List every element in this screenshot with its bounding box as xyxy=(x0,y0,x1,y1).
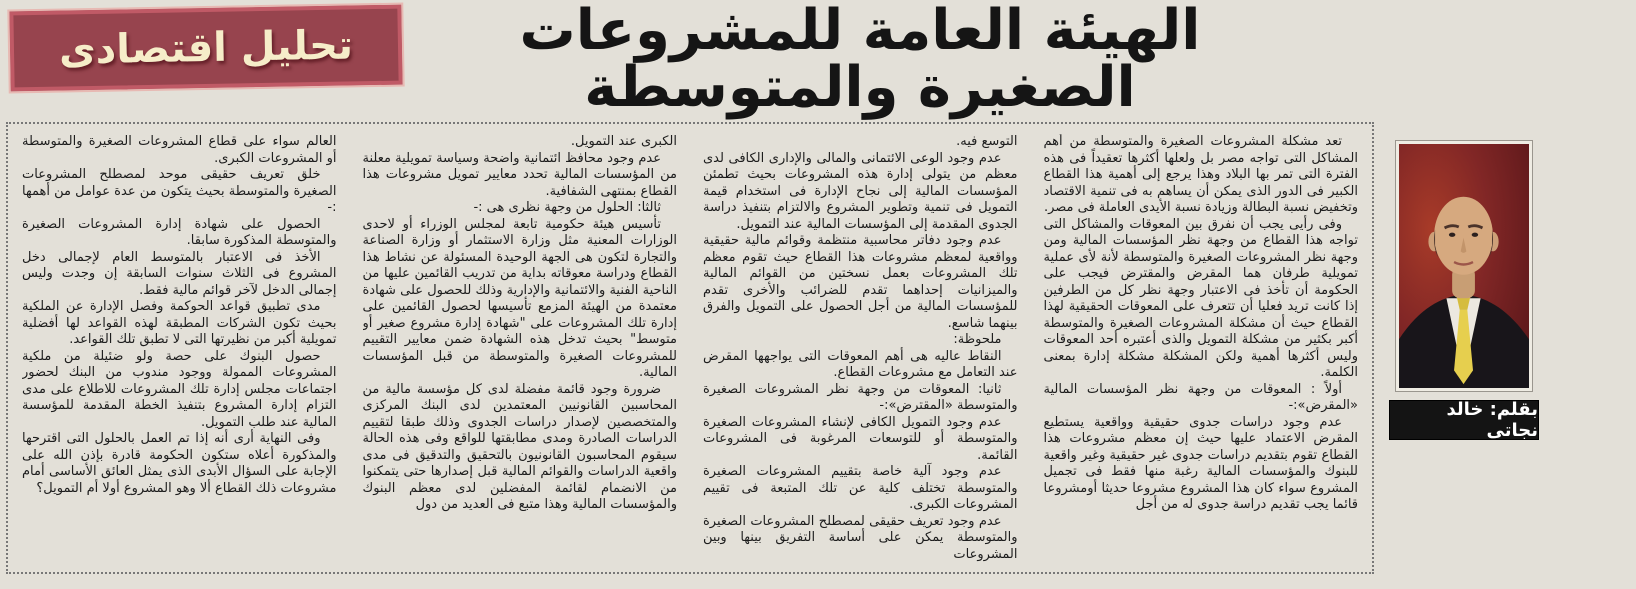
byline-label: بقلم: خالد نجاتى xyxy=(1446,399,1538,441)
article-paragraph: عدم وجود التمويل الكافى لإنشاء المشروعات الصغيرة والمتوسطة أو للتوسعات المرغوبة فى المشروعات القائمة. xyxy=(703,414,1018,463)
author-photo-graphic xyxy=(1399,144,1529,388)
article-headline: الهيئة العامة للمشروعات الصغيرة والمتوسطة xyxy=(519,0,1201,120)
section-banner-label: تحليل اقتصادى xyxy=(58,22,354,74)
article-paragraph: تأسيس هيئة حكومية تابعة لمجلس الوزراء أو لاحدى الوزارات المعنية مثل وزارة الاستثمار أو وزارة الصناعة والتجارة لتكون هى الجهة الوحيدة المسئولة عن نشاط هذا القطاع ودراسة معوقاته بداية من تدريب القائمين عليها من الناحية الفنية والائتمانية والإدارية وذلك للحصول على شهادة معتمدة من الهيئة المزمع تأسيسها لحصول القائمين على إدارة تلك المشروعات على "شهادة إدارة مشروع صغير أو متوسط" بحيث تدخل هذه الشهادة ضمن معايير التقييم للمشروعات الصغيرة والمتوسطة من قبل المؤسسات المالية. xyxy=(362,216,677,380)
article-paragraph: النقاط عاليه هى أهم المعوقات التى يواجهها المقرض عند التعامل مع مشروعات القطاع. xyxy=(703,348,1018,380)
article-column-2 xyxy=(703,134,1018,564)
article-paragraph: حصول البنوك على حصة ولو ضئيلة من ملكية المشروعات الممولة ووجود مندوب من البنك لحضور اجتماعات مجلس إدارة تلك المشروعات للاطلاع على مدى التزام إدارة المشروع بتنفيذ الخطة المقدمة للمؤسسة المالية عند طلب التمويل. xyxy=(22,348,337,430)
article-paragraph: الأخذ فى الاعتبار بالمتوسط العام لإجمالى دخل المشروع فى الثلاث سنوات السابقة إن وجدت وليس إجمالى الدخل لآخر قوائم مالية فقط. xyxy=(22,249,337,298)
author-photo xyxy=(1395,140,1533,392)
article-paragraph: عدم وجود الوعى الائتمانى والمالى والإدارى الكافى لدى معظم من يتولى إدارة هذه المشروعات بحيث تطمئن المؤسسات المالية إلى نجاح الإدارة فى استخدام قيمة التمويل فى تنمية وتطوير المشروع والالتزام بتنفيذ دراسة الجدوى المقدمة إلى المؤسسات المالية عند التمويل. xyxy=(703,150,1018,232)
article-paragraph: تعد مشكلة المشروعات الصغيرة والمتوسطة من أهم المشاكل التى تواجه مصر بل ولعلها أكثرها تعقيداً فى هذه الفترة التى تمر بها البلاد وهذا يرجع إلى أهمية هذا القطاع الكبير فى الدور الذى يمكن أن يساهم به فى تنمية الاقتصاد وتخفيض نسبة البطالة وزيادة نسبة الأيدى العاملة فى مصر. xyxy=(1043,134,1358,215)
article-paragraph: وفى النهاية أرى أنه إذا تم العمل بالحلول التى اقترحها والمذكورة أعلاه ستكون الحكومة قادرة بإذن الله على الإجابة على السؤال الأبدى الذى يمثل العائق الأساسى أمام مشروعات ذلك القطاع ألا وهو المشروع أولا أم التمويل؟ xyxy=(22,431,337,496)
article-paragraph: ضرورة وجود قائمة مفضلة لدى كل مؤسسة مالية من المحاسبين القانونيين المعتمدين لدى البنك المركزى والمتخصصين لإصدار دراسات الجدوى وذلك طبقا لتقييم الدراسات الصادرة ومدى مطابقتها للواقع وفى هذه الحالة سيقوم المحاسبون القانونيون بالتحقيق والتدقيق فى مدى واقعية الدراسات والقوائم المالية قبل إصدارها حتى يتمكنوا من الانضمام لقائمة المفضلين لدى معظم البنوك والمؤسسات المالية وهذا متبع فى العديد من دول xyxy=(362,381,677,512)
article-paragraph: عدم وجود محافظ ائتمانية واضحة وسياسة تمويلية معلنة من المؤسسات المالية تحدد معايير تمويل مشروعات هذا القطاع بمنتهى الشفافية. xyxy=(362,150,677,199)
article-paragraph: الكبرى عند التمويل. xyxy=(570,134,677,149)
article-paragraph: عدم وجود دفاتر محاسبية منتظمة وقوائم مالية حقيقية وواقعية لمعظم مشروعات هذا القطاع حيث تقوم معظم تلك المشروعات بعمل نسختين من القوائم المالية والميزانيات إحداهما تقدم للضرائب والأخرى تقدم للمؤسسات المالية من أجل الحصول على التمويل والفرق بينهما شاسع. xyxy=(703,233,1018,331)
article-paragraph: ثالثا: الحلول من وجهة نظرى هى :- xyxy=(473,200,661,215)
article-paragraph: العالم سواء على قطاع المشروعات الصغيرة والمتوسطة أو المشروعات الكبرى. xyxy=(22,134,337,166)
article-paragraph: أولاً : المعوقات من وجهة نظر المؤسسات المالية «المقرض»:- xyxy=(1043,381,1358,413)
article-paragraph: عدم وجود آلية خاصة بتقييم المشروعات الصغيرة والمتوسطة تختلف كلية عن تلك المتبعة فى تقييم المشروعات الكبرى. xyxy=(703,464,1018,512)
article-paragraph: ثانيا: المعوقات من وجهة نظر المشروعات الصغيرة والمتوسطة «المقترض»:- xyxy=(703,381,1018,413)
article-column-4 xyxy=(22,134,337,564)
article-paragraph: عدم وجود تعريف حقيقى لمصطلح المشروعات الصغيرة والمتوسطة يمكن على أساسة التفريق بينها وبين المشروعات xyxy=(703,513,1018,562)
article-column-3 xyxy=(363,134,678,564)
article-paragraph: مدى تطبيق قواعد الحوكمة وفصل الإدارة عن الملكية بحيث تكون الشركات المطبقة لهذه القواعد لها أفضلية تمويلية أكبر من نظيرتها التى لا تطبق تلك القواعد. xyxy=(22,299,337,347)
article-body xyxy=(6,122,1374,574)
article-paragraph: ملحوظة: xyxy=(953,332,1002,347)
article-paragraph: التوسع فيه. xyxy=(956,134,1018,149)
article-column-1 xyxy=(1044,134,1359,564)
article-paragraph: خلق تعريف حقيقى موحد لمصطلح المشروعات الصغيرة والمتوسطة بحيث يتكون من عدة عوامل من أهمها :- xyxy=(22,167,337,215)
section-banner xyxy=(9,5,402,92)
article-paragraph: عدم وجود دراسات جدوى حقيقية وواقعية يستطيع المقرض الاعتماد عليها حيث إن معظم مشروعات هذا القطاع تقوم بتقديم دراسات جدوى غير حقيقية وغير واقعية للبنوك والمؤسسات المالية رغبة منها فقط فى تجميل المشروع سواء كان هذا المشروع مشروعا حديثا أومشروعا قائما يجب تقديم دراسة جدوى له من أجل xyxy=(1043,414,1358,512)
article-paragraph: وفى رأيى يجب أن نفرق بين المعوقات والمشاكل التى تواجه هذا القطاع من وجهة نظر المؤسسات المالية ومن وجهة نظر المشروعات الصغيرة والمتوسطة لأنة لأى عملية تمويلية طرفان هما المقرض والمقترض فيجب على الحكومة أن تأخذ فى الاعتبار وجهة نظر كل من الطرفين إذا كانت تريد فعليا أن تتعرف على المعوقات الحقيقية لهذا القطاع حيث أن مشكلة المشروعات الصغيرة والمتوسطة أكبر بكثير من مشكلة التمويل والذى أعتبره أحد المعوقات وليس أكثرها أهمية ولكن المشكلة مشكلة إدارة بمعنى الكلمة. xyxy=(1043,216,1358,380)
byline-box xyxy=(1389,400,1539,440)
article-paragraph: الحصول على شهادة إدارة المشروعات الصغيرة والمتوسطة المذكورة سابقا. xyxy=(22,216,337,248)
